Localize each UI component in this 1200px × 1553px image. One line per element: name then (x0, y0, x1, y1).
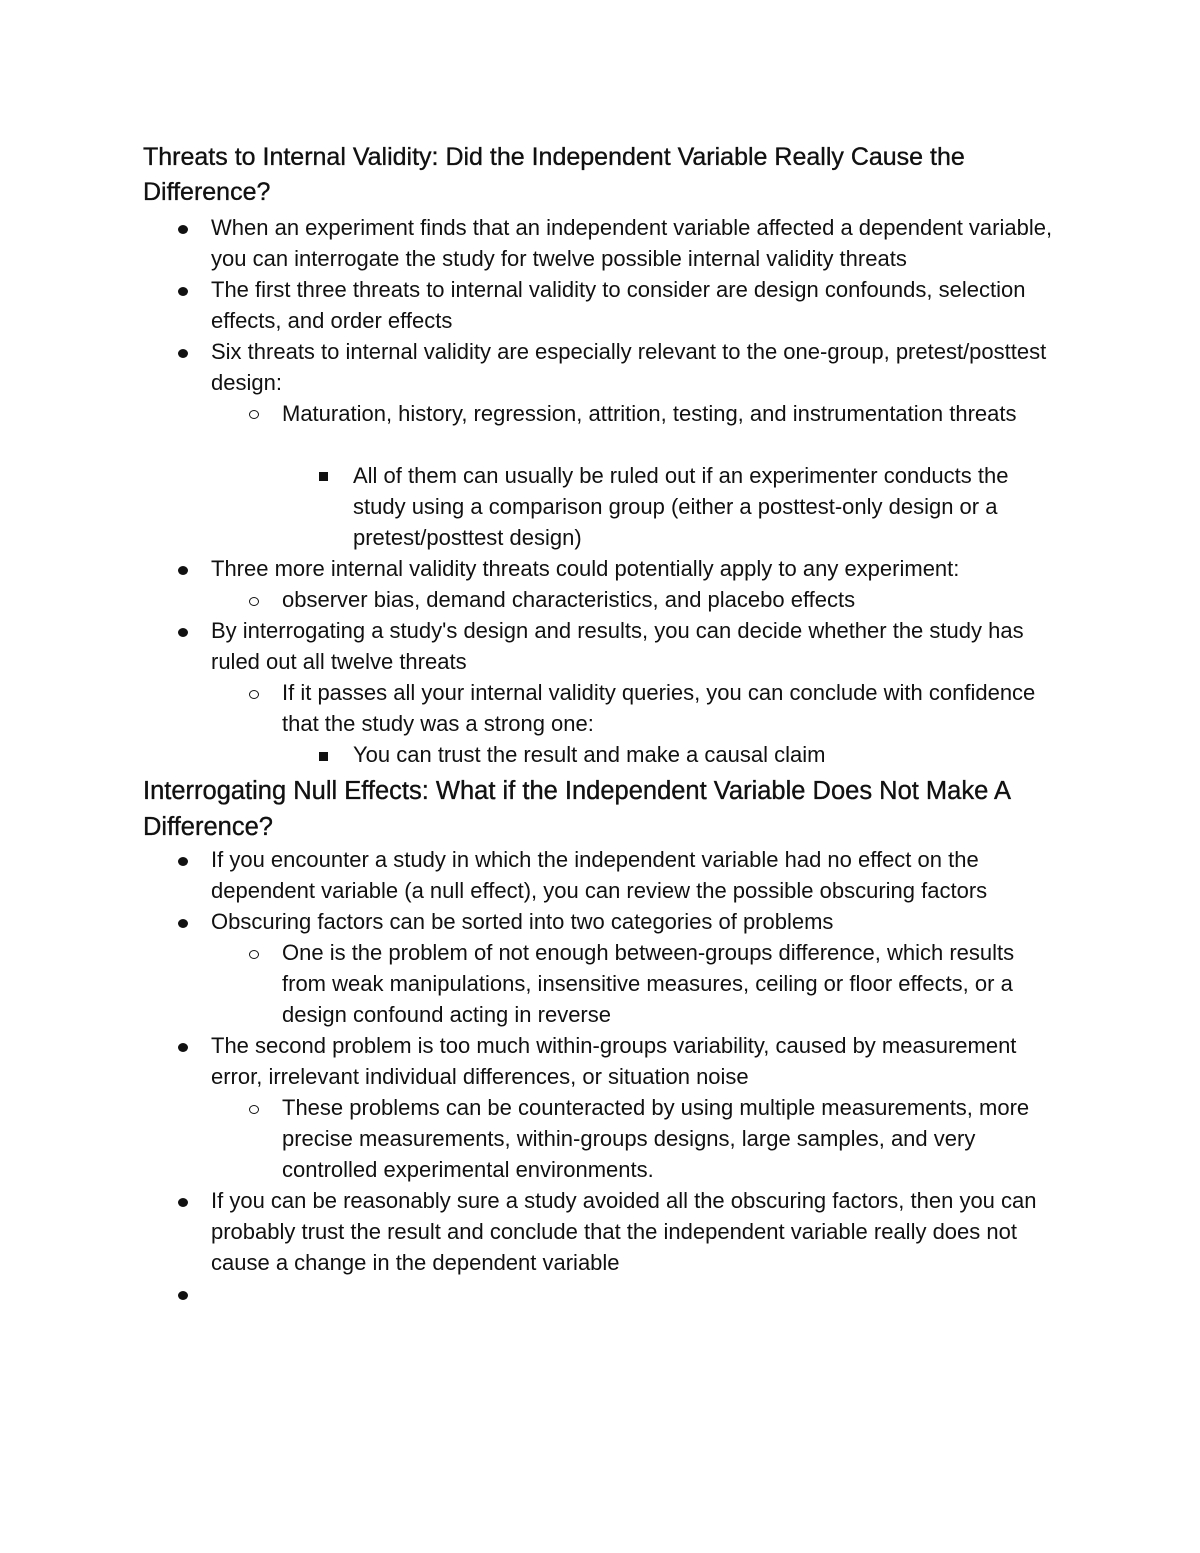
list-item: The first three threats to internal validity to consider are design confounds, selection effects, and order effects (211, 277, 1026, 333)
list-item: Maturation, history, regression, attrition, testing, and instrumentation threats (282, 401, 1017, 426)
list-item: If you can be reasonably sure a study avoided all the obscuring factors, then you can probably trust the result and conclude that the independent variable really does not cause a change in the dependent variable (211, 1188, 1037, 1275)
list-item: All of them can usually be ruled out if an experimenter conducts the study using a comparison group (either a posttest-only design or a pretest/posttest design) (353, 463, 1009, 550)
bullet-square-icon (319, 752, 328, 761)
section-heading-null-effects: Interrogating Null Effects: What if the Independent Variable Does Not Make A Difference? (143, 777, 1010, 841)
list-item: One is the problem of not enough between-groups difference, which results from weak manipulations, insensitive measures, ceiling or floor effects, or a design confound acting in reverse (282, 940, 1015, 1027)
bullet-disc-icon (178, 566, 188, 575)
bullet-circle-icon (249, 1105, 259, 1114)
bullet-circle-icon (249, 690, 259, 699)
bullet-disc-icon (178, 225, 188, 234)
bullet-disc-icon (178, 919, 188, 928)
section-heading-internal-validity: Threats to Internal Validity: Did the Independent Variable Really Cause the Difference? (143, 143, 965, 206)
list-item: When an experiment finds that an independent variable affected a dependent variable, you can interrogate the study for twelve possible internal validity threats (211, 215, 1053, 271)
list-item: If it passes all your internal validity queries, you can conclude with confidence that the study was a strong one: (282, 680, 1036, 736)
bullet-disc-icon (178, 287, 188, 296)
bullet-circle-icon (249, 950, 259, 959)
bullet-disc-icon (178, 628, 188, 637)
list-item: If you encounter a study in which the independent variable had no effect on the dependent variable (a null effect), you can review the possible obscuring factors (211, 847, 988, 903)
list-item: The second problem is too much within-groups variability, caused by measurement error, irrelevant individual differences, or situation noise (211, 1033, 1017, 1089)
list-item: You can trust the result and make a causal claim (353, 742, 826, 767)
bullet-disc-icon (178, 1043, 188, 1052)
bullet-disc-icon (178, 349, 188, 358)
bullet-square-icon (319, 472, 328, 481)
list-item: These problems can be counteracted by using multiple measurements, more precise measurements, within-groups designs, large samples, and very controlled experimental environments. (282, 1095, 1030, 1182)
list-item: observer bias, demand characteristics, and placebo effects (282, 587, 856, 612)
list-item: By interrogating a study's design and results, you can decide whether the study has ruled out all twelve threats (211, 618, 1024, 674)
bullet-disc-icon (178, 1198, 188, 1207)
list-item: Six threats to internal validity are especially relevant to the one-group, pretest/posttest design: (211, 339, 1047, 395)
bullet-disc-icon (178, 1291, 188, 1300)
bullet-circle-icon (249, 597, 259, 606)
list-item: Three more internal validity threats could potentially apply to any experiment: (211, 556, 960, 581)
list-item: Obscuring factors can be sorted into two categories of problems (211, 909, 834, 934)
bullet-disc-icon (178, 857, 188, 866)
bullet-circle-icon (249, 410, 259, 419)
